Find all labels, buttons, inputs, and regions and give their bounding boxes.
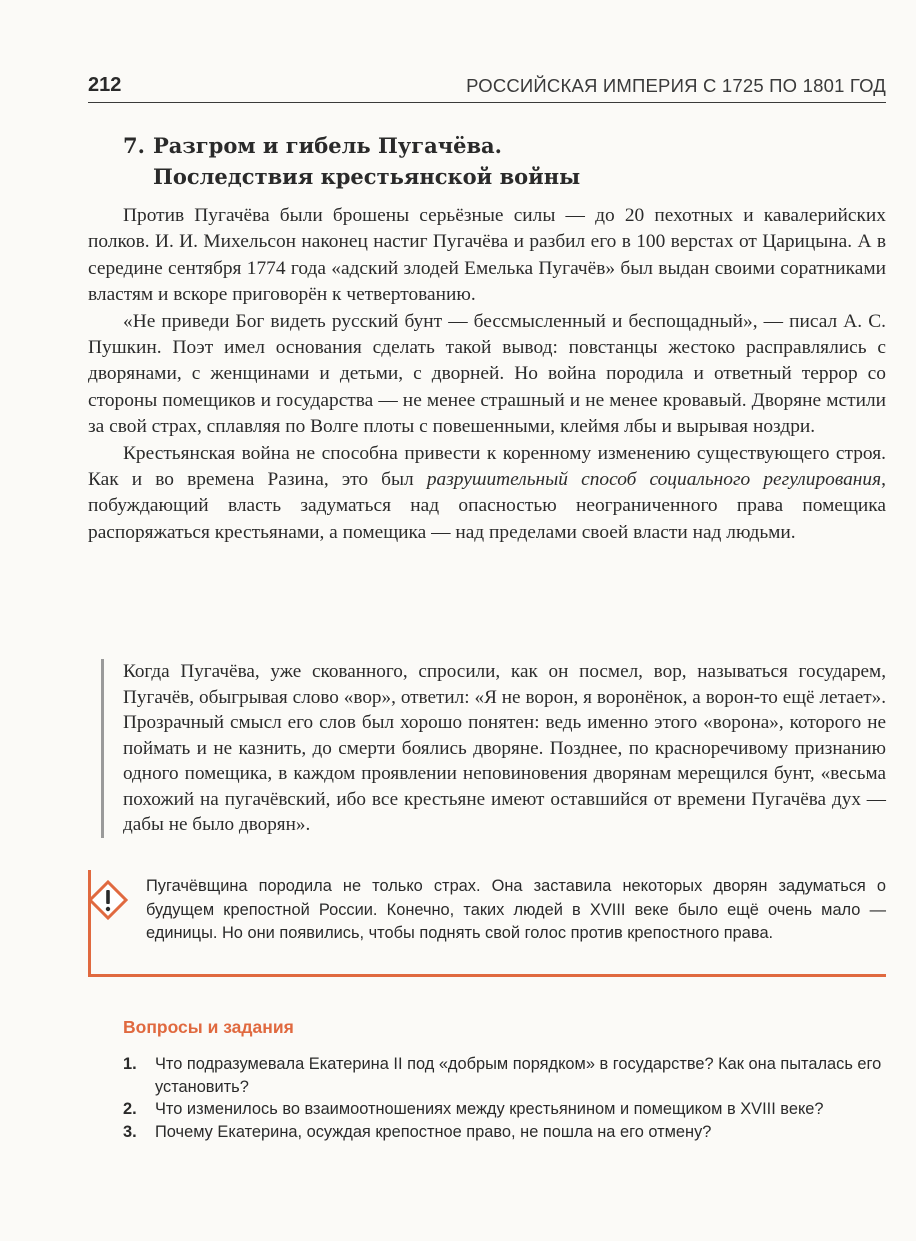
question-item [123, 1098, 888, 1121]
question-text: Что подразумевала Екатерина II под «добрым порядком» в государстве? Как она пыталась его установить? [155, 1055, 882, 1096]
paragraph-3-italic-term: разрушительный способ социального регулирования [426, 469, 882, 491]
section-heading [123, 130, 823, 192]
question-number: 1. [123, 1055, 137, 1073]
warning-icon [88, 880, 128, 920]
note-block [88, 870, 886, 977]
paragraph-2: «Не приведи Бог видеть русский бунт — бессмысленный и беспощадный», — писал А. С. Пушкин. Поэт имел основания сделать такой вывод: повстанцы жестоко расправлялись с дворянами, с женщинами и детьми, с дворней. Но война породила и ответный террор со стороны помещиков и государства — не менее страшный и не менее кровавый. Дворяне мстили за свой страх, сплавляя по Волге плоты с повешенными, клеймя лбы и вырывая ноздри. [88, 310, 886, 438]
questions-list [123, 1053, 888, 1143]
question-item [123, 1121, 888, 1144]
question-number: 2. [123, 1100, 137, 1118]
running-header-title: РОССИЙСКАЯ ИМПЕРИЯ С 1725 ПО 1801 ГОД [466, 75, 886, 96]
questions-heading: Вопросы и задания [123, 1017, 294, 1037]
section-title-line2: Последствия крестьянской войны [153, 164, 581, 189]
paragraph-3-start: Крестьянская война не способна привести к коренному изменению существующего строя. Как и во времена Разина, это был [88, 442, 886, 491]
question-item [123, 1053, 888, 1098]
note-text: Пугачёвщина породила не только страх. Она заставила некоторых дворян задуматься о будущем крепостной России. Конечно, таких людей в XVIII веке было ещё очень мало — единицы. Но они появились, чтобы поднять свой голос против крепостного права. [146, 877, 886, 942]
paragraph-1: Против Пугачёва были брошены серьёзные силы — до 20 пехотных и кавалерийских полков. И. И. Михельсон наконец настиг Пугачёва и разбил его в 100 верстах от Царицына. А в середине сентября 1774 года «адский злодей Емелька Пугачёв» был выдан своими соратниками властям и вскоре приговорён к четвертованию. [88, 205, 886, 306]
question-number: 3. [123, 1122, 137, 1141]
section-title-line1: Разгром и гибель Пугачёва. [153, 133, 502, 158]
paragraph-3-end: , побуждающий власть задуматься над опасностью неограниченного права помещика распоряжаться крестьянами, а помещика — над пределами своей власти над людьми. [88, 469, 886, 543]
page-number: 212 [88, 74, 122, 96]
body-text [88, 203, 886, 546]
running-header [88, 72, 886, 103]
question-text: Что изменилось во взаимоотношениях между крестьянином и помещиком в XVIII веке? [155, 1100, 824, 1118]
question-text: Почему Екатерина, осуждая крепостное право, не пошла на его отмену? [155, 1122, 712, 1141]
historical-quote-block: Когда Пугачёва, уже скованного, спросили, как он посмел, вор, называться государем, Пугачёв, обыгрывая слово «вор», ответил: «Я не ворон, я воронёнок, а ворон-то ещё летает». Прозрачный смысл его слов был хорошо понятен: ведь именно этого «ворона», которого не поймать и не казнить, до смерти боялись дворяне. Позднее, по красноречивому признанию одного помещика, в каждом проявлении неповиновения дворянам мерещился бунт, «весьма похожий на пугачёвский, ибо все крестьяне имеют оставшийся от времени Пугачёва дух — дабы не было дворян». [101, 659, 886, 838]
section-number: 7. [123, 133, 145, 158]
paragraph-3 [88, 441, 886, 547]
